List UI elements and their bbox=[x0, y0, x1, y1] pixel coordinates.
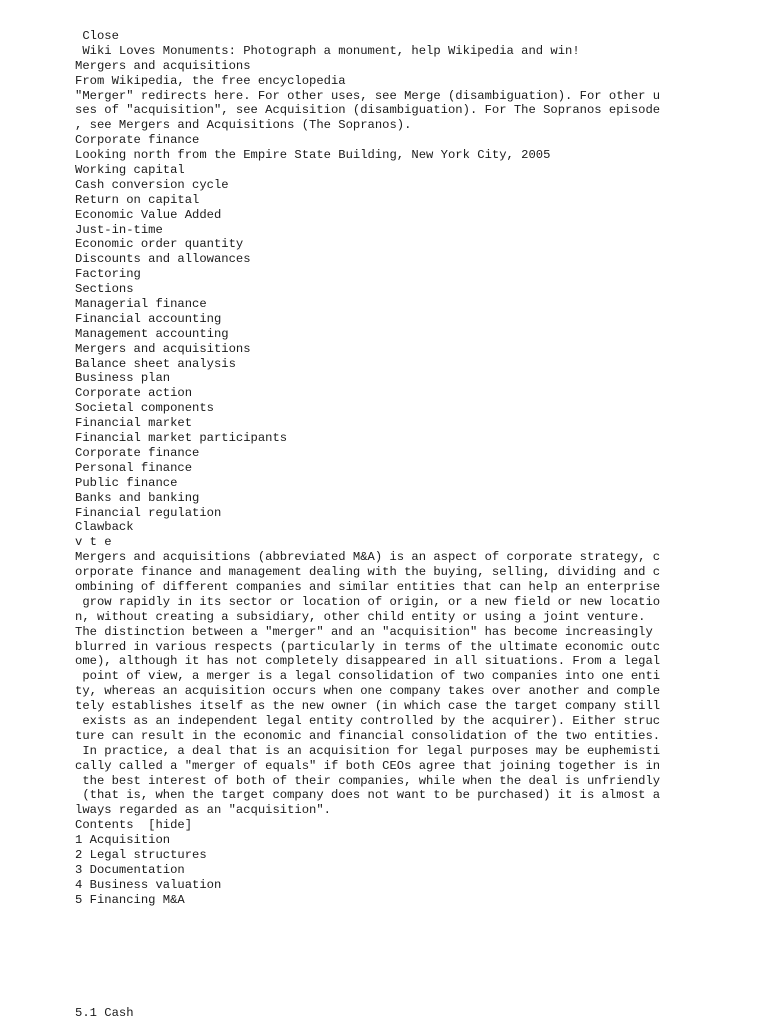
body-text-line: blurred in various respects (particularly in terms of the ultimate economic outc bbox=[75, 639, 661, 654]
toc-item[interactable]: 3 Documentation bbox=[75, 862, 185, 877]
body-text-line: grow rapidly in its sector or location of origin, or a new field or new locatio bbox=[75, 594, 661, 609]
hatnote-line[interactable]: "Merger" redirects here. For other uses, see Merge (disambiguation). For other u bbox=[75, 88, 661, 103]
sidebar-item[interactable]: Management accounting bbox=[75, 326, 229, 341]
body-text-line: exists as an independent legal entity controlled by the acquirer). Either struc bbox=[75, 713, 661, 728]
toc-label: Contents bbox=[75, 818, 149, 833]
sidebar-item[interactable]: Financial accounting bbox=[75, 311, 222, 326]
body-text-line: The distinction between a "merger" and an "acquisition" has become increasingly bbox=[75, 624, 653, 639]
toc-item[interactable]: 1 Acquisition bbox=[75, 833, 171, 848]
body-text-line: ome), although it has not completely disappeared in all situations. From a legal bbox=[75, 654, 661, 669]
toc-subitem[interactable]: 5.1 Cash bbox=[75, 1006, 134, 1020]
sidebar-item[interactable]: Balance sheet analysis bbox=[75, 356, 236, 371]
sidebar-item[interactable]: Clawback bbox=[75, 520, 134, 535]
sidebar-item[interactable]: Just-in-time bbox=[75, 222, 163, 237]
sidebar-item[interactable]: Public finance bbox=[75, 475, 178, 490]
sidebar-item[interactable]: Financial market participants bbox=[75, 431, 288, 446]
body-text-line: point of view, a merger is a legal consolidation of two companies into one enti bbox=[75, 669, 661, 684]
toc-item[interactable]: 5 Financing M&A bbox=[75, 892, 185, 907]
sidebar-item[interactable]: Working capital bbox=[75, 163, 185, 178]
toc-item[interactable]: 2 Legal structures bbox=[75, 847, 207, 862]
page-title: Mergers and acquisitions bbox=[75, 58, 251, 73]
close-banner-button[interactable]: Close bbox=[75, 29, 119, 43]
sidebar-item[interactable]: Cash conversion cycle bbox=[75, 177, 229, 192]
sidebar-section-header: Sections bbox=[75, 282, 134, 297]
sidebar-item[interactable]: Managerial finance bbox=[75, 297, 207, 312]
hatnote-line[interactable]: , see Mergers and Acquisitions (The Sopranos). bbox=[75, 118, 412, 133]
toc-hide-toggle[interactable]: [hide] bbox=[148, 818, 193, 833]
body-text-line: Mergers and acquisitions (abbreviated M&A) is an aspect of corporate strategy, c bbox=[75, 550, 661, 565]
body-text-line: tely establishes itself as the new owner (in which case the target company still bbox=[75, 699, 661, 714]
body-text-line: ty, whereas an acquisition occurs when one company takes over another and comple bbox=[75, 684, 661, 699]
sidebar-item[interactable]: Corporate finance bbox=[75, 445, 200, 460]
sidebar-item[interactable]: Corporate action bbox=[75, 386, 193, 401]
sidebar-item[interactable]: Financial regulation bbox=[75, 505, 222, 520]
body-text-line: ture can result in the economic and financial consolidation of the two entities. bbox=[75, 728, 661, 743]
sidebar-image-caption: Looking north from the Empire State Building, New York City, 2005 bbox=[75, 148, 551, 163]
body-text-line: the best interest of both of their companies, while when the deal is unfriendly bbox=[75, 773, 661, 788]
body-text-line: cally called a "merger of equals" if both CEOs agree that joining together is in bbox=[75, 758, 661, 773]
sidebar-section-header: Societal components bbox=[75, 401, 214, 416]
tagline: From Wikipedia, the free encyclopedia bbox=[75, 73, 346, 88]
sidebar-item[interactable]: Factoring bbox=[75, 267, 141, 282]
body-text-line: orporate finance and management dealing with the buying, selling, dividing and c bbox=[75, 565, 661, 580]
article-page bbox=[75, 29, 675, 908]
navbox-vte-links[interactable]: v t e bbox=[75, 535, 112, 550]
body-text-line: ombining of different companies and similar entities that can help an enterprise bbox=[75, 579, 661, 594]
sidebar-item[interactable]: Personal finance bbox=[75, 460, 193, 475]
sidebar-item[interactable]: Business plan bbox=[75, 371, 171, 386]
hatnote-line[interactable]: ses of "acquisition", see Acquisition (disambiguation). For The Sopranos episode bbox=[75, 103, 661, 118]
sidebar-item[interactable]: Economic order quantity bbox=[75, 237, 244, 252]
body-text-line: In practice, a deal that is an acquisition for legal purposes may be euphemisti bbox=[75, 743, 661, 758]
body-text-line: n, without creating a subsidiary, other child entity or using a joint venture. bbox=[75, 609, 646, 624]
toc-header bbox=[75, 818, 675, 833]
sidebar-item[interactable]: Return on capital bbox=[75, 192, 200, 207]
sidebar-heading[interactable]: Corporate finance bbox=[75, 133, 200, 148]
body-text-line: (that is, when the target company does not want to be purchased) it is almost a bbox=[75, 788, 661, 803]
sidebar-item[interactable]: Financial market bbox=[75, 416, 193, 431]
banner-notice-link[interactable]: Wiki Loves Monuments: Photograph a monument, help Wikipedia and win! bbox=[75, 43, 580, 58]
body-text-line: lways regarded as an "acquisition". bbox=[75, 803, 331, 818]
sidebar-item[interactable]: Mergers and acquisitions bbox=[75, 341, 251, 356]
sidebar-item[interactable]: Discounts and allowances bbox=[75, 252, 251, 267]
toc-item[interactable]: 4 Business valuation bbox=[75, 877, 222, 892]
sidebar-item[interactable]: Banks and banking bbox=[75, 490, 200, 505]
sidebar-item[interactable]: Economic Value Added bbox=[75, 207, 222, 222]
